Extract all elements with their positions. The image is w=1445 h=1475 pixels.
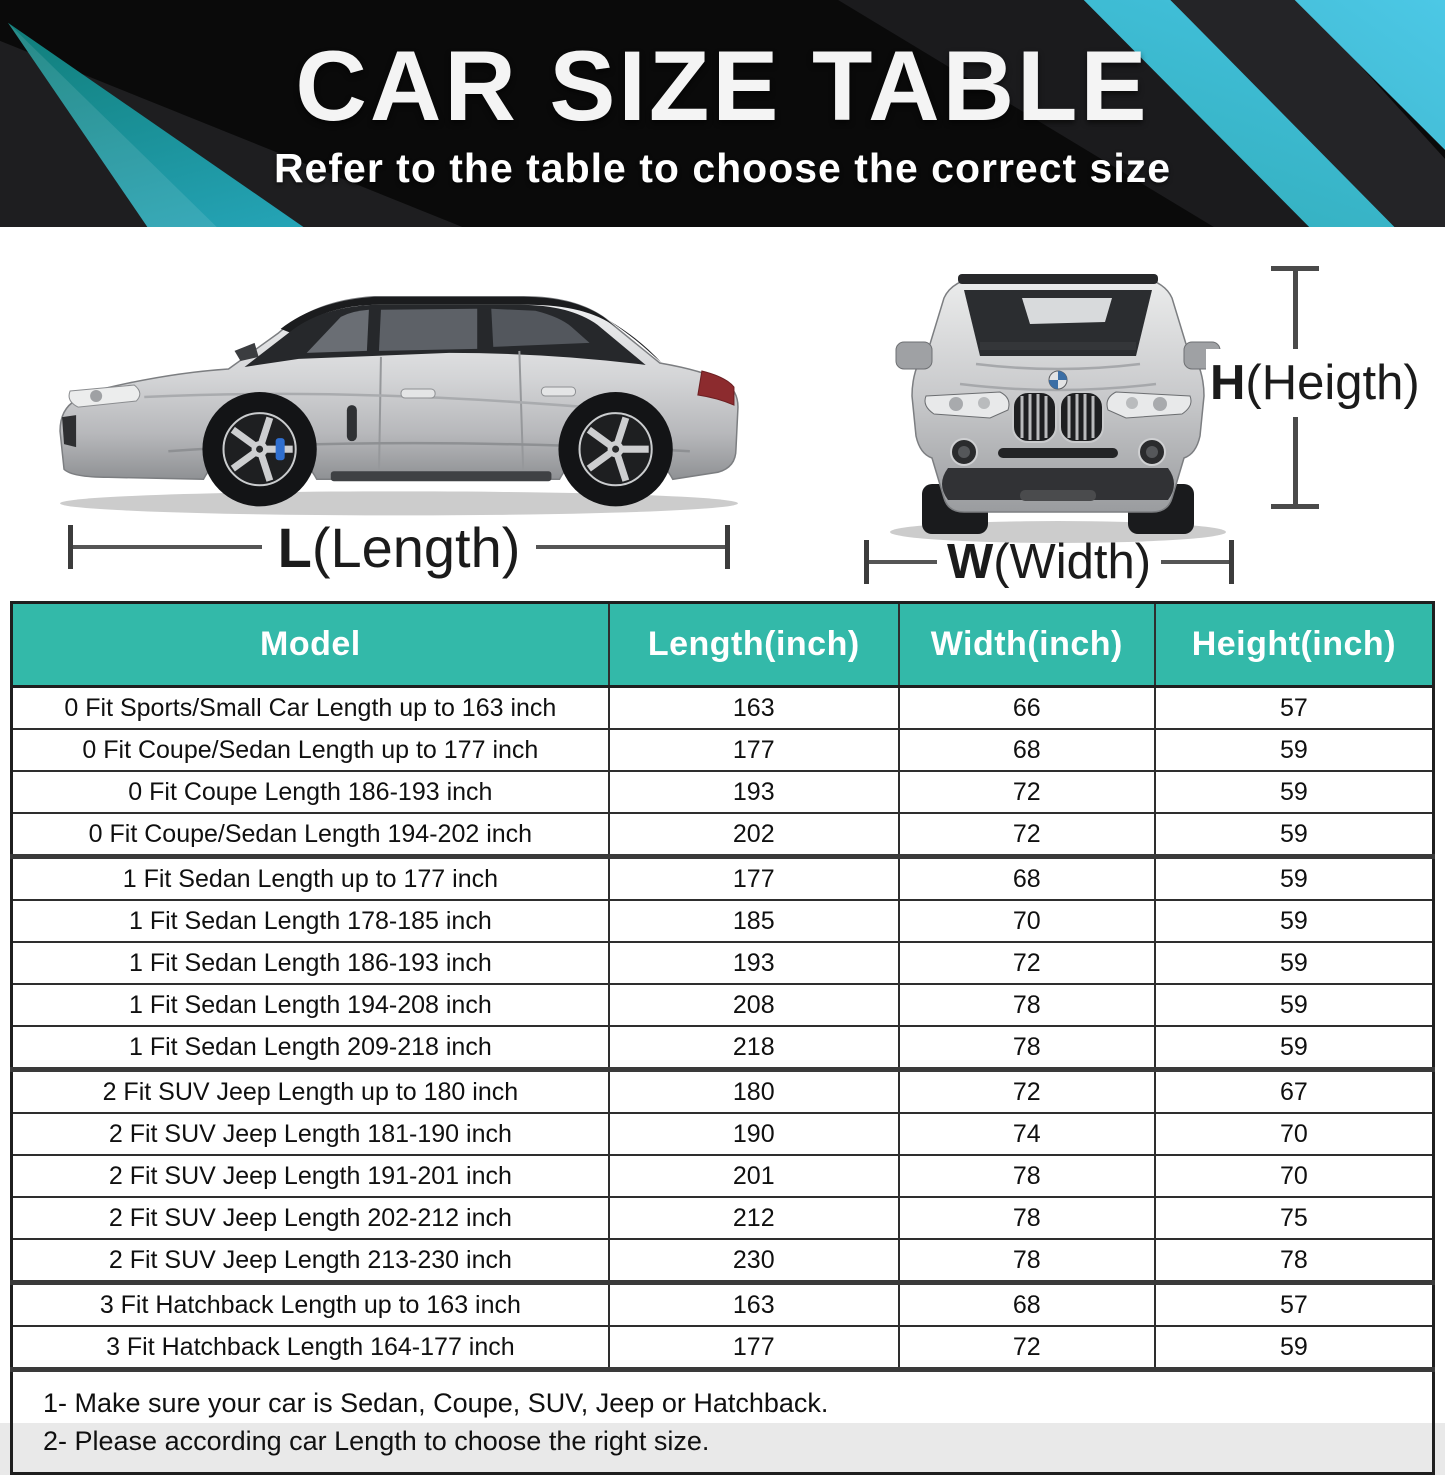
model-cell: 3 Fit Hatchback Length up to 163 inch [12, 1283, 609, 1327]
table-row [12, 687, 1434, 730]
length-cell: 212 [609, 1197, 899, 1239]
size-table-body [12, 687, 1434, 1370]
height-cell: 59 [1155, 1026, 1434, 1070]
height-cell: 59 [1155, 900, 1434, 942]
length-cell: 218 [609, 1026, 899, 1070]
suv-front-view-image [872, 246, 1244, 546]
table-row [12, 1283, 1434, 1327]
height-cell: 78 [1155, 1239, 1434, 1283]
table-row [12, 1197, 1434, 1239]
model-cell: 2 Fit SUV Jeep Length 191-201 inch [12, 1155, 609, 1197]
note-2: 2- Please according car Length to choose the right size. [43, 1425, 710, 1456]
width-cell: 78 [899, 1155, 1155, 1197]
width-cell: 72 [899, 771, 1155, 813]
width-cell: 68 [899, 857, 1155, 901]
height-label: H(Heigth) [1206, 349, 1424, 417]
length-cell: 163 [609, 1283, 899, 1327]
model-cell: 2 Fit SUV Jeep Length up to 180 inch [12, 1070, 609, 1114]
length-dimension [68, 517, 730, 577]
width-tick-right [1229, 540, 1234, 584]
height-cell: 59 [1155, 729, 1434, 771]
table-row [12, 942, 1434, 984]
height-cell: 59 [1155, 857, 1434, 901]
page-subtitle: Refer to the table to choose the correct size [273, 144, 1172, 191]
length-cell: 177 [609, 729, 899, 771]
banner [0, 0, 1445, 227]
model-cell: 3 Fit Hatchback Length 164-177 inch [12, 1326, 609, 1370]
column-header-model: Model [12, 603, 609, 687]
width-label: W(Width) [946, 535, 1152, 589]
height-cell: 57 [1155, 687, 1434, 730]
height-cell: 75 [1155, 1197, 1434, 1239]
page-title: CAR SIZE TABLE [295, 29, 1150, 141]
suv-side-view-image [48, 238, 750, 525]
width-cell: 72 [899, 1070, 1155, 1114]
width-cell: 70 [899, 900, 1155, 942]
table-row [12, 857, 1434, 901]
height-cell: 59 [1155, 771, 1434, 813]
table-row [12, 729, 1434, 771]
height-cell: 59 [1155, 1326, 1434, 1370]
length-label: L(Length) [277, 515, 521, 579]
column-header-length: Length(inch) [609, 603, 899, 687]
length-line-right [536, 545, 725, 549]
width-cell: 74 [899, 1113, 1155, 1155]
model-cell: 2 Fit SUV Jeep Length 202-212 inch [12, 1197, 609, 1239]
model-cell: 0 Fit Coupe Length 186-193 inch [12, 771, 609, 813]
model-cell: 1 Fit Sedan Length 178-185 inch [12, 900, 609, 942]
length-cell: 201 [609, 1155, 899, 1197]
table-row [12, 1326, 1434, 1370]
height-cell: 59 [1155, 984, 1434, 1026]
model-cell: 0 Fit Sports/Small Car Length up to 163 inch [12, 687, 609, 730]
length-cell: 193 [609, 942, 899, 984]
length-cell: 177 [609, 857, 899, 901]
width-cell: 78 [899, 1026, 1155, 1070]
size-table-header-row [12, 603, 1434, 687]
height-cell: 57 [1155, 1283, 1434, 1327]
width-cell: 72 [899, 942, 1155, 984]
length-cell: 163 [609, 687, 899, 730]
width-cell: 78 [899, 1239, 1155, 1283]
table-row [12, 1155, 1434, 1197]
model-cell: 1 Fit Sedan Length 186-193 inch [12, 942, 609, 984]
notes-cell [12, 1370, 1434, 1474]
height-cell: 70 [1155, 1155, 1434, 1197]
model-cell: 1 Fit Sedan Length up to 177 inch [12, 857, 609, 901]
table-row [12, 1026, 1434, 1070]
table-row [12, 1239, 1434, 1283]
width-cell: 72 [899, 813, 1155, 857]
length-cell: 185 [609, 900, 899, 942]
length-tick-right [725, 525, 730, 569]
length-cell: 208 [609, 984, 899, 1026]
height-cell: 59 [1155, 813, 1434, 857]
size-table [10, 601, 1435, 1475]
table-row [12, 1070, 1434, 1114]
width-cell: 78 [899, 984, 1155, 1026]
model-cell: 2 Fit SUV Jeep Length 181-190 inch [12, 1113, 609, 1155]
model-cell: 2 Fit SUV Jeep Length 213-230 inch [12, 1239, 609, 1283]
length-cell: 202 [609, 813, 899, 857]
banner-text [0, 0, 1445, 227]
width-cell: 72 [899, 1326, 1155, 1370]
length-cell: 177 [609, 1326, 899, 1370]
column-header-width: Width(inch) [899, 603, 1155, 687]
width-dimension [864, 534, 1234, 590]
width-cell: 78 [899, 1197, 1155, 1239]
length-line-left [73, 545, 262, 549]
table-row [12, 771, 1434, 813]
table-row [12, 900, 1434, 942]
length-cell: 230 [609, 1239, 899, 1283]
length-cell: 193 [609, 771, 899, 813]
width-cell: 68 [899, 729, 1155, 771]
notes-row [12, 1370, 1434, 1474]
model-cell: 0 Fit Coupe/Sedan Length up to 177 inch [12, 729, 609, 771]
table-row [12, 1113, 1434, 1155]
model-cell: 1 Fit Sedan Length 209-218 inch [12, 1026, 609, 1070]
length-cell: 190 [609, 1113, 899, 1155]
column-header-height: Height(inch) [1155, 603, 1434, 687]
table-row [12, 984, 1434, 1026]
height-cell: 59 [1155, 942, 1434, 984]
note-1: 1- Make sure your car is Sedan, Coupe, SUV, Jeep or Hatchback. [43, 1387, 829, 1418]
length-cell: 180 [609, 1070, 899, 1114]
model-cell: 0 Fit Coupe/Sedan Length 194-202 inch [12, 813, 609, 857]
height-tick-bottom [1271, 504, 1319, 509]
model-cell: 1 Fit Sedan Length 194-208 inch [12, 984, 609, 1026]
height-cell: 70 [1155, 1113, 1434, 1155]
width-cell: 66 [899, 687, 1155, 730]
width-cell: 68 [899, 1283, 1155, 1327]
width-line-right [1161, 560, 1229, 564]
table-row [12, 813, 1434, 857]
height-cell: 67 [1155, 1070, 1434, 1114]
width-line-left [869, 560, 937, 564]
